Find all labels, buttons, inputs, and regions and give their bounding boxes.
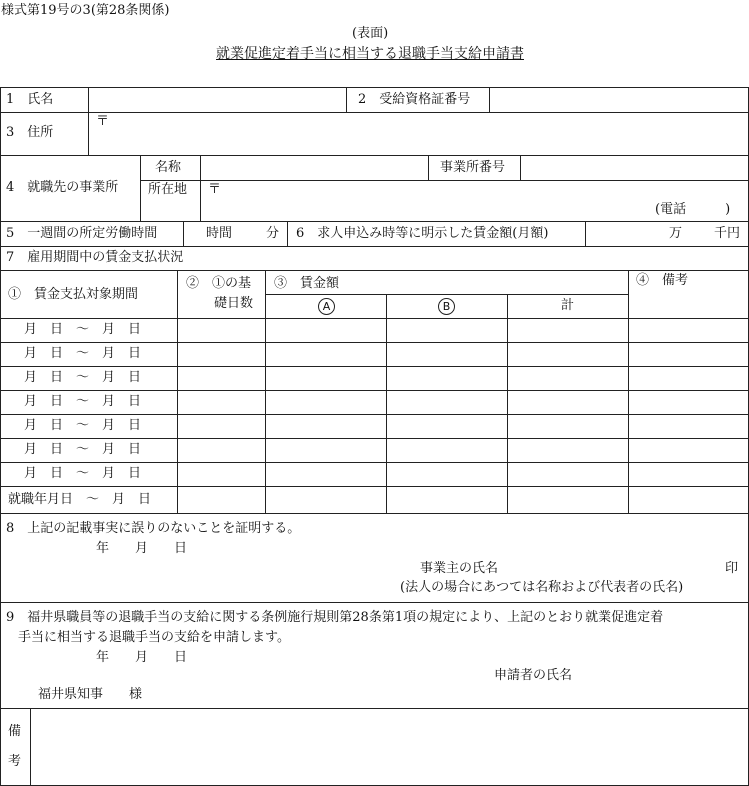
remarks-header: ④ 備考	[636, 273, 689, 288]
wage-label: 6 求人申込み時等に明示した賃金額(月額)	[296, 226, 549, 241]
period-row-7: 月 日 ～ 月 日	[24, 466, 142, 481]
senyen-unit: 千円	[714, 226, 741, 241]
base-days-header-2: 礎日数	[214, 296, 254, 311]
postal-mark: 〒	[96, 114, 110, 129]
certification-statement: 8 上記の記載事実に誤りのないことを証明する。	[6, 521, 301, 536]
application-text-line1: 9 福井県職員等の退職手当の支給に関する条例施行規則第28条第1項の規定により、上記のとおり就業促進定着	[6, 610, 664, 625]
wage-status-label: 7 雇用期間中の賃金支払状況	[6, 250, 184, 265]
period-row-6: 月 日 ～ 月 日	[24, 442, 142, 457]
remarks-char-2: 考	[8, 754, 22, 769]
office-number-field[interactable]	[524, 158, 744, 178]
certificate-number-field[interactable]	[493, 90, 743, 110]
hours-unit: 時間	[206, 226, 233, 241]
address-field[interactable]	[112, 115, 742, 152]
side-label: (表面)	[352, 26, 389, 41]
addressee: 福井県知事 様	[38, 687, 143, 702]
phone-label: (電話 )	[655, 202, 731, 217]
certification-date: 年 月 日	[96, 541, 188, 556]
employer-postal-mark: 〒	[208, 182, 222, 197]
employer-name-field[interactable]	[204, 158, 424, 178]
location-label: 所在地	[148, 182, 188, 197]
form-number: 様式第19号の3(第28条関係)	[1, 3, 170, 18]
employer-name-sign-label: 事業主の氏名	[420, 561, 499, 576]
applicant-name-label: 申請者の氏名	[494, 668, 573, 683]
period-row-1: 月 日 ～ 月 日	[24, 322, 142, 337]
employer-label: 4 就職先の事業所	[6, 180, 119, 195]
period-row-2: 月 日 ～ 月 日	[24, 346, 142, 361]
employment-date-row: 就職年月日 ～ 月 日	[8, 492, 152, 507]
name-label: 1 氏名	[6, 92, 54, 107]
man-unit: 万	[669, 226, 683, 241]
certificate-number-label: 2 受給資格証番号	[358, 92, 471, 107]
seal-mark: 印	[725, 561, 739, 576]
location-field[interactable]	[224, 183, 744, 218]
period-row-4: 月 日 ～ 月 日	[24, 394, 142, 409]
application-text-line2: 手当に相当する退職手当の支給を申請します。	[18, 630, 290, 645]
base-days-header-1: ② ①の基	[186, 276, 252, 291]
name-field[interactable]	[92, 90, 342, 110]
period-row-3: 月 日 ～ 月 日	[24, 370, 142, 385]
sub-column-a: A	[318, 298, 335, 315]
employer-name-label: 名称	[155, 160, 182, 175]
period-row-5: 月 日 ～ 月 日	[24, 418, 142, 433]
weekly-hours-label: 5 一週間の所定労働時間	[6, 226, 158, 241]
address-label: 3 住所	[6, 125, 54, 140]
office-number-label: 事業所番号	[440, 160, 506, 175]
period-header: ① 賃金支払対象期間	[8, 287, 139, 302]
remarks-char-1: 備	[8, 724, 22, 739]
corporation-note: (法人の場合にあつては名称および代表者の氏名)	[400, 580, 684, 595]
minutes-unit: 分	[266, 226, 280, 241]
application-date: 年 月 日	[96, 650, 188, 665]
remarks-field[interactable]	[34, 711, 744, 782]
form-title: 就業促進定着手当に相当する退職手当支給申請書	[216, 46, 524, 62]
wage-amount-header: ③ 賃金額	[274, 276, 340, 291]
sub-column-total: 計	[561, 298, 575, 313]
sub-column-b: B	[438, 298, 455, 315]
